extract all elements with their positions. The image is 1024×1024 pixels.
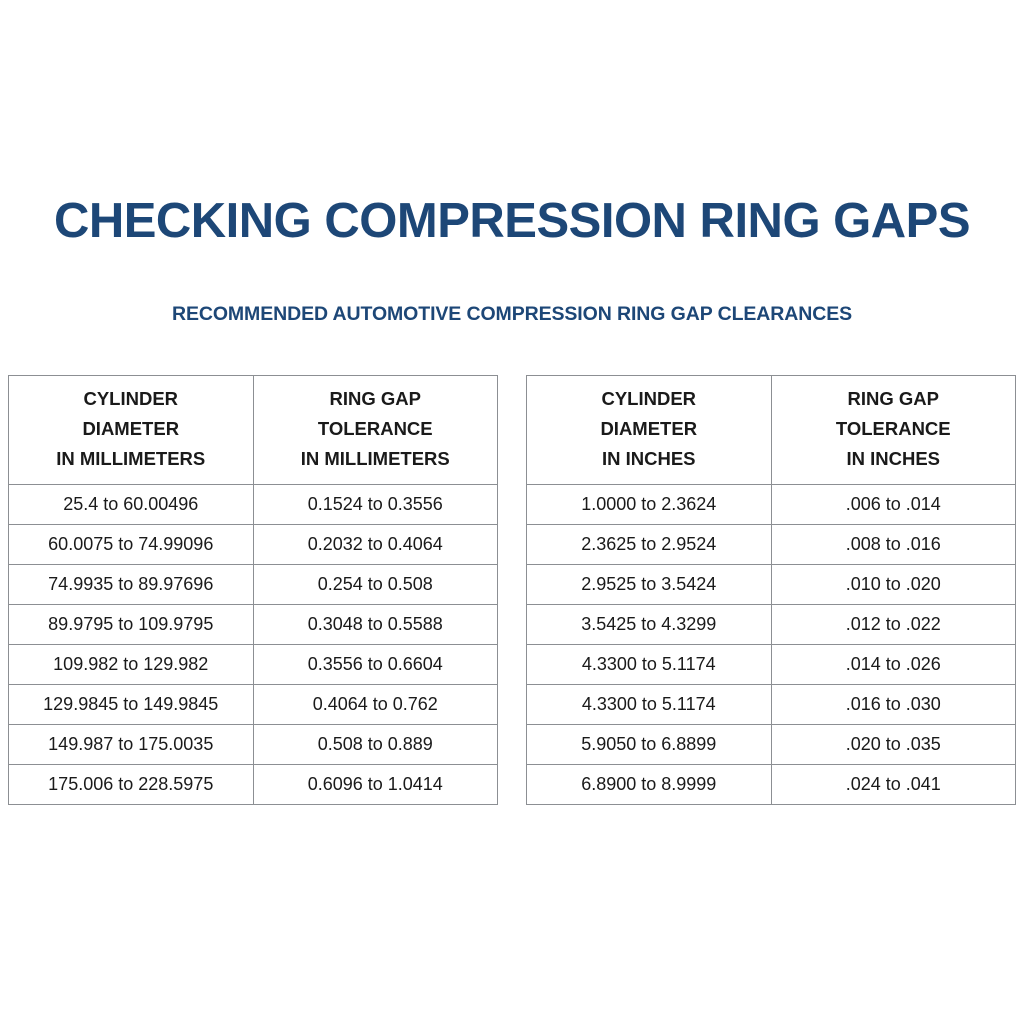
table-row <box>527 604 1016 644</box>
cell-ring-gap-tolerance: .006 to .014 <box>771 484 1016 524</box>
header-line: RING GAP <box>847 388 939 409</box>
column-header-ring-gap-tolerance-in <box>771 376 1016 485</box>
header-line: RING GAP <box>329 388 421 409</box>
cell-cylinder-diameter: 89.9795 to 109.9795 <box>9 604 254 644</box>
table-row <box>9 724 498 764</box>
cell-cylinder-diameter: 25.4 to 60.00496 <box>9 484 254 524</box>
table-header-row <box>527 376 1016 485</box>
table-row <box>9 604 498 644</box>
cell-ring-gap-tolerance: 0.3048 to 0.5588 <box>253 604 498 644</box>
metric-spec-table <box>8 375 498 805</box>
cell-cylinder-diameter: 2.9525 to 3.5424 <box>527 564 772 604</box>
cell-cylinder-diameter: 109.982 to 129.982 <box>9 644 254 684</box>
table-row <box>527 564 1016 604</box>
table-row <box>9 564 498 604</box>
cell-ring-gap-tolerance: 0.508 to 0.889 <box>253 724 498 764</box>
cell-cylinder-diameter: 5.9050 to 6.8899 <box>527 724 772 764</box>
cell-ring-gap-tolerance: 0.3556 to 0.6604 <box>253 644 498 684</box>
table-row <box>527 724 1016 764</box>
tables-container <box>8 375 1016 805</box>
cell-ring-gap-tolerance: .012 to .022 <box>771 604 1016 644</box>
header-line: CYLINDER <box>601 388 697 409</box>
cell-ring-gap-tolerance: .024 to .041 <box>771 764 1016 804</box>
table-row <box>9 644 498 684</box>
cell-cylinder-diameter: 4.3300 to 5.1174 <box>527 684 772 724</box>
column-header-ring-gap-tolerance-mm <box>253 376 498 485</box>
cell-cylinder-diameter: 74.9935 to 89.97696 <box>9 564 254 604</box>
column-header-cylinder-diameter-mm <box>9 376 254 485</box>
page-subtitle: RECOMMENDED AUTOMOTIVE COMPRESSION RING GAP CLEARANCES <box>171 303 853 325</box>
cell-cylinder-diameter: 149.987 to 175.0035 <box>9 724 254 764</box>
cell-cylinder-diameter: 1.0000 to 2.3624 <box>527 484 772 524</box>
cell-ring-gap-tolerance: 0.254 to 0.508 <box>253 564 498 604</box>
cell-cylinder-diameter: 60.0075 to 74.99096 <box>9 524 254 564</box>
header-line: IN MILLIMETERS <box>56 447 206 469</box>
header-line: TOLERANCE <box>317 417 433 439</box>
table-row <box>527 644 1016 684</box>
table-row <box>527 684 1016 724</box>
cell-ring-gap-tolerance: .010 to .020 <box>771 564 1016 604</box>
cell-ring-gap-tolerance: 0.2032 to 0.4064 <box>253 524 498 564</box>
cell-ring-gap-tolerance: 0.1524 to 0.3556 <box>253 484 498 524</box>
table-row <box>9 764 498 804</box>
cell-ring-gap-tolerance: .014 to .026 <box>771 644 1016 684</box>
table-row <box>527 484 1016 524</box>
table-row <box>9 484 498 524</box>
header-line: CYLINDER <box>83 388 179 409</box>
cell-cylinder-diameter: 6.8900 to 8.9999 <box>527 764 772 804</box>
table-header-row <box>9 376 498 485</box>
imperial-spec-table <box>526 375 1016 805</box>
cell-cylinder-diameter: 175.006 to 228.5975 <box>9 764 254 804</box>
table-row <box>527 524 1016 564</box>
cell-ring-gap-tolerance: 0.4064 to 0.762 <box>253 684 498 724</box>
header-line: IN INCHES <box>601 447 696 469</box>
header-line: IN MILLIMETERS <box>300 447 450 469</box>
table-row <box>9 684 498 724</box>
table-row <box>9 524 498 564</box>
cell-cylinder-diameter: 129.9845 to 149.9845 <box>9 684 254 724</box>
column-header-cylinder-diameter-in <box>527 376 772 485</box>
header-line: IN INCHES <box>846 447 941 469</box>
cell-cylinder-diameter: 4.3300 to 5.1174 <box>527 644 772 684</box>
table-row <box>527 764 1016 804</box>
header-line: DIAMETER <box>82 417 180 439</box>
cell-cylinder-diameter: 2.3625 to 2.9524 <box>527 524 772 564</box>
cell-ring-gap-tolerance: .020 to .035 <box>771 724 1016 764</box>
cell-ring-gap-tolerance: 0.6096 to 1.0414 <box>253 764 498 804</box>
cell-cylinder-diameter: 3.5425 to 4.3299 <box>527 604 772 644</box>
header-line: TOLERANCE <box>835 417 951 439</box>
cell-ring-gap-tolerance: .008 to .016 <box>771 524 1016 564</box>
page-title: CHECKING COMPRESSION RING GAPS <box>53 194 971 248</box>
header-line: DIAMETER <box>600 417 698 439</box>
cell-ring-gap-tolerance: .016 to .030 <box>771 684 1016 724</box>
